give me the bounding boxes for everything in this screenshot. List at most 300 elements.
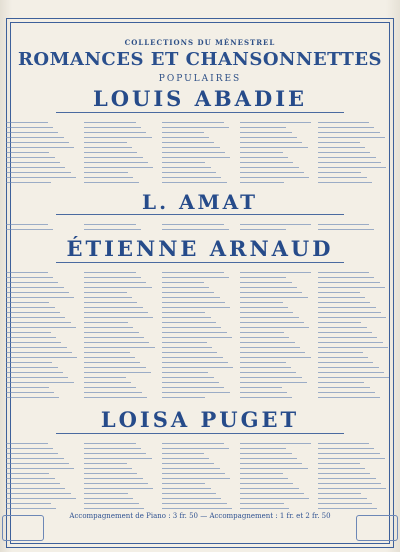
composer-heading-abadie: LOUIS ABADIE (92, 86, 308, 111)
song-list-entry (318, 352, 363, 353)
song-list-entry (84, 357, 135, 358)
accompaniment-price-line: Accompagnement de Piano : 3 fr. 50 — Accompagnement : 1 fr. et 2 fr. 50 (69, 512, 331, 520)
song-list-entry (84, 493, 128, 494)
song-list-entry (6, 302, 49, 303)
song-list-entry (6, 157, 55, 158)
song-list-column (84, 118, 160, 184)
song-list-entry (318, 453, 380, 454)
song-list-entry (162, 387, 224, 388)
song-list-entry (84, 182, 139, 183)
song-list-entry (318, 282, 380, 283)
song-list-entry (240, 493, 304, 494)
song-list-entry (84, 332, 139, 333)
song-list-entry (162, 167, 211, 168)
song-list-entry (240, 458, 297, 459)
song-list-entry (6, 377, 68, 378)
song-list-entry (240, 152, 283, 153)
song-list-entry (318, 167, 386, 168)
song-list-entry (240, 478, 288, 479)
song-list-entry (240, 229, 286, 230)
song-list-entry (240, 167, 299, 168)
song-list-entry (84, 478, 143, 479)
song-list-entry (240, 372, 296, 373)
song-list-entry (240, 307, 288, 308)
song-list-entry (84, 387, 136, 388)
song-list-entry (240, 297, 308, 298)
song-list-entry (162, 362, 228, 363)
song-list-entry (84, 177, 133, 178)
song-list-entry (318, 172, 361, 173)
song-list-entry (240, 132, 292, 133)
song-list-entry (318, 122, 369, 123)
song-list-entry (6, 162, 60, 163)
song-list-entry (162, 453, 204, 454)
song-list-entry (240, 317, 299, 318)
song-list-entry (84, 367, 146, 368)
song-list-entry (6, 367, 58, 368)
song-list-entry (6, 468, 74, 469)
song-list-entry (6, 357, 77, 358)
song-list-entry (84, 157, 143, 158)
song-list-entry (318, 224, 369, 225)
song-list-entry (240, 282, 292, 283)
song-list-entry (6, 483, 60, 484)
composer-heading-amat: L. AMAT (142, 190, 258, 214)
song-list-entry (6, 172, 71, 173)
song-list-entry (84, 322, 128, 323)
song-list-entry (162, 503, 227, 504)
song-list-entry (84, 337, 144, 338)
song-list-entry (162, 224, 224, 225)
song-list-entry (162, 302, 225, 303)
song-list-entry (162, 372, 208, 373)
song-list-entry (84, 392, 142, 393)
song-list-entry (84, 327, 133, 328)
song-list-column (240, 118, 316, 184)
song-list-entry (162, 382, 219, 383)
song-list-entry (318, 132, 380, 133)
song-list-entry (318, 307, 376, 308)
song-list-entry (318, 463, 360, 464)
song-list-entry (318, 488, 386, 489)
song-list-column (84, 268, 160, 402)
song-list-entry (240, 277, 286, 278)
song-list-entry (84, 307, 143, 308)
song-list-entry (240, 377, 302, 378)
song-list-entry (318, 493, 361, 494)
song-list-entry (84, 287, 152, 288)
song-list-entry (318, 342, 383, 343)
song-list-entry (240, 463, 302, 464)
song-list-entry (84, 132, 146, 133)
song-list-column (318, 220, 394, 234)
song-list-entry (84, 362, 140, 363)
song-list-entry (318, 372, 384, 373)
divider (56, 112, 344, 113)
song-list-entry (6, 307, 55, 308)
song-list-entry (318, 362, 373, 363)
song-list-entry (318, 277, 374, 278)
song-list-entry (84, 372, 151, 373)
song-list-entry (6, 152, 49, 153)
song-list-entry (240, 337, 289, 338)
song-list-entry (84, 453, 146, 454)
song-list-column (6, 118, 82, 184)
song-list-column (84, 439, 160, 509)
composer-heading-arnaud: ÉTIENNE ARNAUD (66, 236, 334, 261)
song-list-column (6, 220, 82, 234)
song-list-entry (84, 297, 132, 298)
song-list-entry (240, 142, 302, 143)
song-list-entry (240, 287, 297, 288)
song-list-entry (318, 302, 370, 303)
song-list-entry (84, 498, 133, 499)
song-list-entry (162, 458, 209, 459)
song-list-entry (6, 297, 74, 298)
song-list-entry (6, 337, 56, 338)
song-list-entry (84, 122, 136, 123)
song-list-entry (162, 177, 221, 178)
song-list-entry (84, 152, 137, 153)
song-list-arnaud (0, 268, 400, 402)
song-list-entry (318, 177, 367, 178)
song-list-column (6, 439, 82, 509)
song-list-entry (162, 272, 224, 273)
song-list-column (240, 220, 316, 234)
song-list-entry (240, 508, 289, 509)
song-list-entry (6, 508, 56, 509)
song-list-entry (318, 292, 360, 293)
song-list-entry (318, 357, 368, 358)
song-list-entry (162, 347, 212, 348)
song-list-entry (162, 277, 229, 278)
song-list-entry (240, 342, 295, 343)
song-list-entry (240, 357, 311, 358)
song-list-entry (318, 367, 379, 368)
song-list-entry (84, 342, 149, 343)
song-list-entry (240, 473, 283, 474)
song-list-entry (240, 443, 311, 444)
song-list-entry (318, 473, 370, 474)
song-list-entry (162, 229, 229, 230)
song-list-column (318, 268, 394, 402)
song-list-entry (84, 142, 127, 143)
song-list-entry (6, 167, 65, 168)
song-list-column (240, 268, 316, 402)
song-list-entry (162, 122, 224, 123)
song-list-entry (84, 172, 128, 173)
song-list-entry (318, 327, 367, 328)
song-list-entry (84, 488, 153, 489)
song-list-entry (318, 498, 367, 499)
song-list-entry (318, 297, 365, 298)
song-list-entry (84, 224, 136, 225)
song-list-entry (162, 448, 229, 449)
song-list-entry (84, 277, 141, 278)
song-list-entry (6, 322, 71, 323)
song-list-entry (318, 332, 372, 333)
song-list-entry (318, 468, 365, 469)
song-list-entry (84, 162, 148, 163)
song-list-entry (6, 282, 58, 283)
song-list-entry (240, 322, 304, 323)
song-list-entry (6, 382, 74, 383)
song-list-entry (6, 177, 76, 178)
composer-heading-puget: LOISA PUGET (100, 407, 300, 432)
song-list-entry (240, 137, 297, 138)
song-list-entry (6, 327, 76, 328)
song-list-entry (162, 463, 214, 464)
song-list-entry (6, 448, 53, 449)
song-list-entry (84, 397, 147, 398)
song-list-entry (162, 287, 209, 288)
song-list-entry (162, 292, 214, 293)
song-list-entry (162, 307, 230, 308)
song-list-entry (318, 272, 369, 273)
song-list-entry (162, 377, 214, 378)
song-list-entry (6, 488, 65, 489)
song-list-entry (84, 302, 137, 303)
song-list-entry (240, 177, 309, 178)
song-list-entry (6, 332, 51, 333)
song-list-entry (240, 327, 309, 328)
song-list-entry (6, 458, 64, 459)
song-list-entry (6, 132, 58, 133)
song-list-entry (240, 127, 286, 128)
song-list-entry (318, 162, 381, 163)
song-list-entry (240, 302, 283, 303)
song-list-entry (6, 387, 49, 388)
song-list-entry (162, 327, 221, 328)
song-list-entry (318, 448, 374, 449)
song-list-entry (162, 137, 209, 138)
song-list-entry (318, 382, 364, 383)
song-list-entry (162, 142, 214, 143)
song-list-entry (240, 292, 302, 293)
song-list-entry (162, 297, 220, 298)
song-list-entry (318, 157, 376, 158)
song-list-entry (162, 342, 207, 343)
song-list-entry (318, 229, 374, 230)
song-list-entry (6, 397, 59, 398)
song-list-entry (318, 142, 360, 143)
song-list-entry (6, 312, 60, 313)
song-list-entry (84, 458, 152, 459)
song-list-entry (318, 443, 369, 444)
song-list-entry (240, 392, 287, 393)
song-list-entry (162, 443, 224, 444)
song-list-entry (6, 478, 55, 479)
divider (56, 433, 344, 434)
song-list-entry (318, 147, 365, 148)
song-list-entry (162, 473, 225, 474)
song-list-entry (6, 498, 76, 499)
song-list-entry (162, 493, 216, 494)
song-list-entry (318, 317, 386, 318)
song-list-entry (84, 147, 132, 148)
subtitle: POPULAIRES (158, 74, 242, 84)
song-list-entry (6, 287, 64, 288)
song-list-entry (240, 503, 284, 504)
song-list-puget (0, 439, 400, 509)
song-list-entry (318, 347, 388, 348)
song-list-entry (84, 347, 155, 348)
song-list-entry (318, 127, 374, 128)
song-list-entry (162, 367, 233, 368)
song-list-entry (162, 332, 227, 333)
song-list-entry (84, 483, 148, 484)
song-list-entry (6, 503, 51, 504)
song-list-entry (162, 508, 232, 509)
song-list-column (162, 220, 238, 234)
song-list-entry (318, 483, 381, 484)
song-list-entry (6, 122, 48, 123)
song-list-entry (240, 382, 307, 383)
song-list-entry (6, 347, 67, 348)
song-list-entry (84, 272, 136, 273)
song-list-entry (318, 137, 385, 138)
publisher-stamp-left (2, 515, 44, 541)
song-list-entry (6, 317, 65, 318)
divider (56, 262, 344, 263)
collection-name: COLLECTIONS DU MÉNESTREL (124, 38, 276, 47)
song-list-entry (162, 162, 205, 163)
song-list-entry (6, 493, 71, 494)
song-list-column (84, 220, 160, 234)
song-list-entry (240, 498, 309, 499)
song-list-entry (240, 157, 288, 158)
song-list-column (318, 439, 394, 509)
song-list-column (240, 439, 316, 509)
song-list-entry (318, 387, 370, 388)
song-list-entry (240, 224, 311, 225)
song-list-entry (162, 147, 220, 148)
song-list-entry (240, 122, 311, 123)
song-list-entry (6, 142, 69, 143)
song-list-entry (6, 453, 58, 454)
song-list-entry (162, 132, 204, 133)
song-list-entry (84, 312, 148, 313)
song-list-column (6, 268, 82, 402)
song-list-entry (240, 468, 308, 469)
song-list-entry (318, 182, 372, 183)
song-list-entry (162, 157, 230, 158)
song-list-entry (240, 387, 282, 388)
song-list-entry (162, 483, 205, 484)
song-list-entry (162, 317, 211, 318)
song-list-entry (6, 224, 48, 225)
song-list-entry (240, 453, 292, 454)
song-list-entry (162, 172, 216, 173)
song-list-entry (240, 352, 305, 353)
song-list-entry (318, 397, 380, 398)
song-list-entry (84, 127, 141, 128)
song-list-entry (84, 448, 141, 449)
song-list-entry (84, 503, 139, 504)
song-list-entry (84, 167, 153, 168)
divider (56, 214, 344, 215)
song-list-entry (240, 272, 311, 273)
song-list-entry (162, 357, 223, 358)
song-list-entry (240, 448, 286, 449)
song-list-entry (84, 382, 131, 383)
song-list-column (162, 268, 238, 402)
song-list-entry (162, 312, 205, 313)
song-list-entry (6, 272, 48, 273)
song-list-entry (240, 397, 292, 398)
song-list-entry (240, 182, 284, 183)
song-list-entry (318, 337, 377, 338)
song-list-entry (162, 352, 217, 353)
song-list-entry (318, 322, 361, 323)
song-list-entry (84, 282, 146, 283)
song-list-entry (318, 377, 389, 378)
song-list-entry (318, 508, 377, 509)
song-list-abadie (0, 118, 400, 184)
song-list-entry (240, 362, 286, 363)
song-list-entry (240, 347, 300, 348)
song-list-entry (6, 352, 72, 353)
song-list-entry (6, 182, 51, 183)
song-list-entry (240, 488, 299, 489)
song-list-entry (84, 468, 132, 469)
song-list-entry (318, 312, 381, 313)
song-list-entry (162, 282, 204, 283)
song-list-entry (318, 503, 372, 504)
song-list-entry (6, 342, 61, 343)
song-list-entry (318, 392, 375, 393)
song-list-entry (84, 292, 127, 293)
song-list-entry (6, 277, 53, 278)
song-list-entry (240, 162, 293, 163)
song-list-column (318, 118, 394, 184)
song-list-entry (84, 137, 152, 138)
song-list-entry (84, 377, 126, 378)
song-list-entry (318, 152, 370, 153)
song-list-entry (240, 172, 304, 173)
song-list-entry (162, 397, 205, 398)
song-list-entry (84, 352, 130, 353)
song-list-entry (6, 443, 48, 444)
song-list-entry (240, 483, 293, 484)
song-list-entry (162, 127, 229, 128)
song-list-amat (0, 220, 400, 234)
song-list-entry (84, 508, 144, 509)
song-list-entry (162, 478, 230, 479)
song-list-entry (318, 287, 385, 288)
publisher-stamp-right (356, 515, 398, 541)
song-list-entry (162, 152, 225, 153)
song-list-entry (240, 332, 284, 333)
song-list-entry (162, 337, 232, 338)
song-list-entry (6, 392, 54, 393)
song-list-entry (6, 137, 64, 138)
song-list-entry (6, 362, 52, 363)
song-list-column (162, 118, 238, 184)
song-list-entry (6, 463, 69, 464)
song-list-entry (6, 473, 49, 474)
song-list-entry (84, 229, 141, 230)
song-list-entry (240, 312, 293, 313)
song-list-entry (84, 443, 136, 444)
song-list-entry (6, 127, 53, 128)
song-list-entry (6, 229, 53, 230)
song-list-entry (162, 498, 221, 499)
song-list-entry (240, 147, 308, 148)
song-list-entry (6, 292, 69, 293)
song-list-entry (6, 372, 63, 373)
song-list-entry (240, 367, 291, 368)
